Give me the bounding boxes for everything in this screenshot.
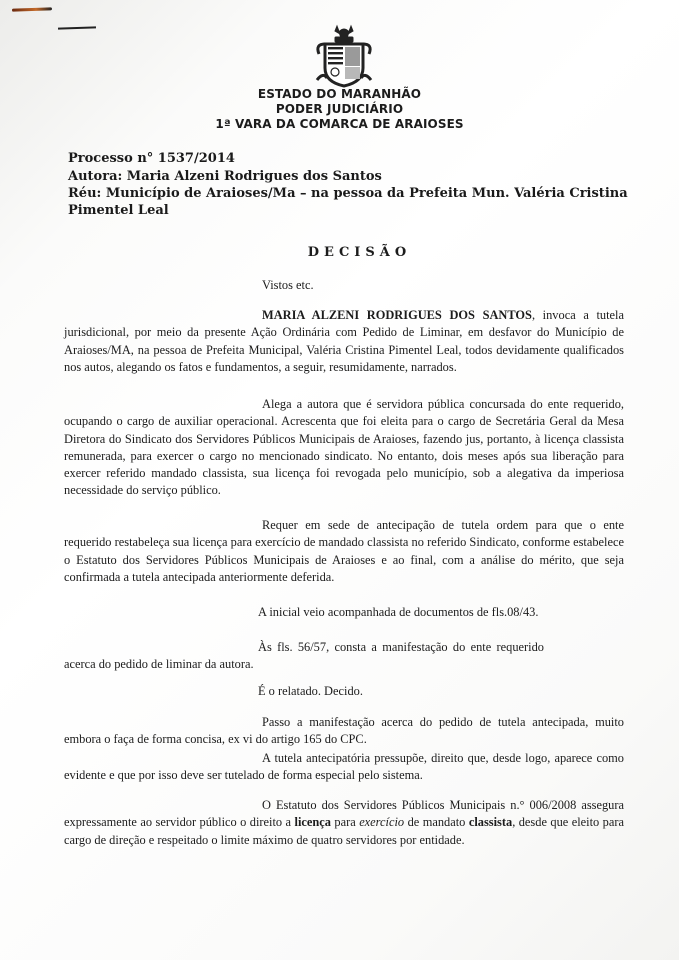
header-state: ESTADO DO MARANHÃO (257, 87, 422, 101)
paragraph-4: A inicial veio acompanhada de documentos de fls.08/43. (258, 605, 539, 619)
pen-mark (58, 26, 96, 29)
paragraph-5-continued: acerca do pedido de liminar da autora. (64, 657, 254, 671)
paragraph-3: Requer em sede de antecipação de tutela ordem para que o ente requerido restabeleça sua licença para exercício de mandado classista no referido Sindicato, conforme estabelece o Estatuto dos Servidores Públicos Municipais de Araioses e ao final, com a análise do mérito, que seja confirmada a tutela antecipada anteriormente deferida. (64, 518, 624, 584)
paragraph-8: A tutela antecipatória pressupõe, direito que, desde logo, aparece como evidente e que por isso deve ser tutelado de forma especial pelo sistema. (64, 751, 624, 783)
paragraph-6: É o relatado. Decido. (258, 684, 363, 698)
plaintiff: Autora: Maria Alzeni Rodrigues dos Santos (68, 169, 382, 184)
pen-mark (12, 7, 52, 11)
header-branch: PODER JUDICIÁRIO (275, 102, 404, 116)
paragraph-2: Alega a autora que é servidora pública concursada do ente requerido, ocupando o cargo de auxiliar operacional. Acrescenta que foi eleita para o cargo de Secretária Geral da Mesa Diretora do Sindicato dos Servidores Públicos Municipais de Araioses, fazendo jus, portanto, à licença classista remunerada, para exercer o cargo no mencionado sindicato. No entanto, dois meses após sua liberação para exercer referido mandado classista, sua licença foi revogada pelo município, sob a alegativa da imperiosa necessidade do serviço público. (64, 397, 624, 498)
process-number: Processo n° 1537/2014 (68, 151, 235, 166)
defendant: Réu: Município de Araioses/Ma – na pessoa da Prefeita Mun. Valéria Cristina (68, 186, 628, 201)
paragraph-vistos: Vistos etc. (262, 278, 314, 292)
header-court: 1ª VARA DA COMARCA DE ARAIOSES (215, 117, 464, 131)
paragraph-9: O Estatuto dos Servidores Públicos Municipais n.° 006/2008 assegura expressamente ao servidor público o direito a licença para exercício de mandato classista, desde que eleito para cargo de direção e respeitado o limite máximo de quatro servidores por entidade. (64, 798, 624, 847)
plaintiff-name: MARIA ALZENI RODRIGUES DOS SANTOS (262, 308, 532, 322)
coat-of-arms-icon (313, 24, 375, 88)
paragraph-7: Passo a manifestação acerca do pedido de tutela antecipada, muito embora o faça de forma concisa, ex vi do artigo 165 do CPC. (64, 715, 624, 747)
document-title: DECISÃO (307, 245, 412, 260)
paragraph-1: MARIA ALZENI RODRIGUES DOS SANTOS, invoca a tutela jurisdicional, por meio da presente Ação Ordinária com Pedido de Liminar, em desfavor do Município de Araioses/MA, na pessoa de Prefeita Municipal, Valéria Cristina Pimentel Leal, todos devidamente qualificados nos autos, alegando os fatos e fundamentos, a seguir, resumidamente, narrados. (64, 308, 624, 374)
defendant-continued: Pimentel Leal (68, 203, 169, 218)
paragraph-5: Às fls. 56/57, consta a manifestação do ente requerido (258, 640, 544, 654)
